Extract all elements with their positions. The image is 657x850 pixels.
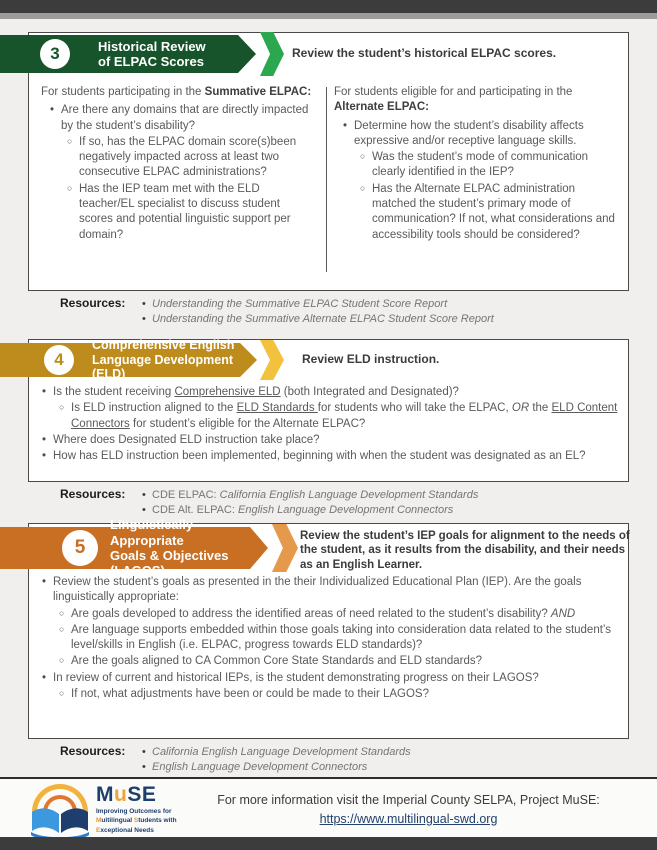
- list-item: • Review the student’s goals as presented in the their Individualized Educational Plan (IEP). Are the goals linguistically appropriate: ○ Are goals developed to address the identified areas of need related to the student’s disability? AND ○ Are language supports embedded within those goals taking into consideration data related to the student’s level/skills in English (i.e. ELPAC, progress towards ELD standards)? ○ Are the goals aligned to CA Common Core State Standards and ELD standards?: [53, 575, 624, 670]
- eld-standards-link[interactable]: ELD Standards: [236, 402, 318, 415]
- list-item: • How has ELD instruction been implemented, beginning with when the student was designated as an EL?: [53, 449, 624, 464]
- list-item: ○ Is ELD instruction aligned to the ELD Standards for students who will take the ELPAC, OR the ELD Content Connectors for student’s eligible for the Alternate ELPAC?: [71, 401, 624, 432]
- list-item: ○ Are the goals aligned to CA Common Core State Standards and ELD standards?: [71, 654, 624, 669]
- resource-item: • CDE Alt. ELPAC: English Language Development Connectors: [152, 503, 478, 518]
- resource-item: • English Language Development Connectors: [152, 760, 411, 775]
- section5-title: Linguistically Appropriate Goals & Objectives (LAGOS): [110, 517, 229, 579]
- comprehensive-eld-link[interactable]: Comprehensive ELD: [174, 386, 281, 398]
- list-item: • In review of current and historical IEPs, is the student demonstrating progress on their LAGOS? ○ If not, what adjustments have been or could be made to their LAGOS?: [53, 671, 624, 703]
- section4-title: Comprehensive English Language Development (ELD): [92, 337, 235, 382]
- gray-strip: [0, 13, 657, 19]
- logo-wordmark: MuSE Improving Outcomes for Multilingual Students with Exceptional Needs: [96, 783, 177, 834]
- resource-item: • California English Language Development Standards: [152, 745, 411, 760]
- resources-label: Resources:: [60, 487, 126, 501]
- list-item: ○ If so, has the ELPAC domain score(s)been negatively impacted across at least two consecutive ELPAC administrations?: [79, 135, 316, 181]
- logo-tagline: Improving Outcomes for Multilingual Students with Exceptional Needs: [96, 808, 177, 834]
- section5-header-band: [0, 517, 250, 579]
- summative-column: [29, 85, 326, 284]
- footer-link[interactable]: https://www.multilingual-swd.org: [319, 812, 498, 826]
- footer-info-text: For more information visit the Imperial County SELPA, Project MuSE: https://www.multilingual-swd.org: [217, 793, 600, 826]
- list-item: ○ Are goals developed to address the identified areas of need related to the student’s disability? AND: [71, 607, 624, 622]
- alternate-column: [326, 85, 628, 284]
- list-item: ○ If not, what adjustments have been or could be made to their LAGOS?: [71, 687, 624, 702]
- alternate-intro: For students eligible for and participating in the Alternate ELPAC:: [334, 86, 573, 114]
- list-item: • Where does Designated ELD instruction take place?: [53, 433, 624, 448]
- top-decorative-bar: [0, 0, 657, 13]
- footer: [0, 779, 657, 837]
- resource-item: • Understanding the Summative Alternate ELPAC Student Score Report: [152, 312, 494, 327]
- section4-subtitle: Review ELD instruction.: [302, 352, 440, 366]
- list-item: ○ Has the IEP team met with the ELD teacher/EL specialist to discuss student scores and potential linguistic support per domain?: [79, 182, 316, 243]
- step-number-badge: 4: [44, 345, 74, 375]
- step-number-badge: 5: [62, 530, 98, 566]
- open-book-icon: [30, 805, 90, 839]
- list-item: • Is the student receiving Comprehensive ELD (both Integrated and Designated)? ○ Is ELD instruction aligned to the ELD Standards for students who will take the ELPAC, OR the ELD Content Connectors for student’s eligible for the Alternate ELPAC?: [53, 385, 624, 432]
- muse-logo: [30, 784, 180, 836]
- section5-resources: [60, 744, 633, 776]
- resource-item: • CDE ELPAC: California English Language Development Standards: [152, 488, 478, 503]
- section3-title: Historical Review of ELPAC Scores: [98, 38, 206, 69]
- list-item: • Determine how the student’s disability affects expressive and/or receptive language skills. ○ Was the student’s mode of communication clearly identified in the IEP? ○ Has the Alternate ELPAC administration matched the student’s primary mode of communication? If not, what considerations and accessibility tools should be considered?: [354, 119, 620, 243]
- list-item: ○ Was the student’s mode of communication clearly identified in the IEP?: [372, 150, 620, 181]
- list-item: ○ Has the Alternate ELPAC administration matched the student’s primary mode of communication? If not, what considerations and accessibility tools should be considered?: [372, 182, 620, 243]
- section3-subtitle: Review the student’s historical ELPAC scores.: [292, 46, 557, 60]
- section3-header-band: [0, 35, 238, 73]
- list-item: ○ Are language supports embedded within those goals taking into consideration data related to the student’s level/skills in English (i.e. ELPAC, progress towards ELD standards)?: [71, 623, 624, 654]
- list-item: • Are there any domains that are directly impacted by the student’s disability? ○ If so, has the ELPAC domain score(s)been negatively impacted across at least two consecutive ELPAC administrations? ○ Has the IEP team met with the ELD teacher/EL specialist to discuss student scores and potential linguistic support per domain?: [61, 103, 316, 243]
- bottom-decorative-bar: [0, 837, 657, 850]
- step-number-badge: 3: [40, 39, 70, 69]
- resources-label: Resources:: [60, 296, 126, 310]
- section4-resources: [60, 487, 633, 519]
- summative-intro: For students participating in the Summative ELPAC:: [41, 86, 312, 98]
- resources-label: Resources:: [60, 744, 126, 758]
- section4-header-band: [0, 337, 240, 382]
- section3-resources: [60, 296, 633, 328]
- resource-item: • Understanding the Summative ELPAC Student Score Report: [152, 297, 494, 312]
- eld-content-connectors-link[interactable]: ELD Content Connectors: [71, 402, 618, 430]
- section5-subtitle: Review the student’s IEP goals for alignment to the needs of the student, as it results from the disability, and their needs as an English Learner.: [300, 530, 630, 571]
